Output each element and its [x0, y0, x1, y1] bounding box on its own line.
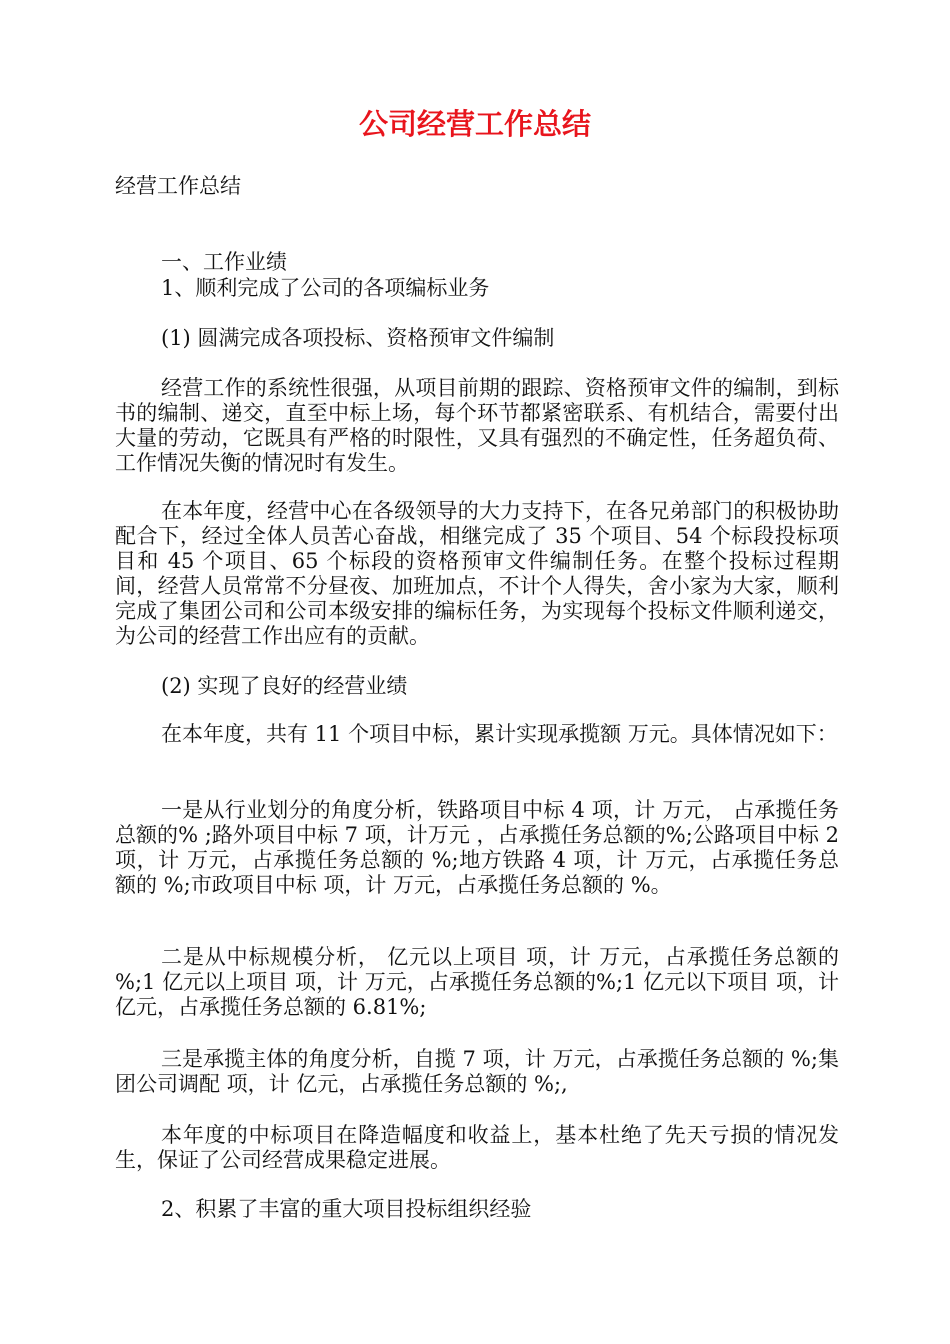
sub-heading: (1) 圆满完成各项投标、资格预审文件编制: [161, 326, 555, 350]
paragraph: 本年度的中标项目在降造幅度和收益上，基本杜绝了先天亏损的情况发生，保证了公司经营成果稳定进展。: [115, 1123, 839, 1172]
paragraph: 一是从行业划分的角度分析，铁路项目中标 4 项，计 万元， 占承揽任务总额的% ;路外项目中标 7 项，计万元 ，占承揽任务总额的%;公路项目中标 2 项，计 万元，占承揽任务总额的 %;地方铁路 4 项，计 万元，占承揽任务总额的 %;市政项目中标 项，计 万元，占承揽任务总额的 %。: [115, 798, 839, 897]
sub-heading: (2) 实现了良好的经营业绩: [161, 674, 408, 698]
paragraph: 经营工作的系统性很强，从项目前期的跟踪、资格预审文件的编制，到标书的编制、递交，直至中标上场，每个环节都紧密联系、有机结合，需要付出大量的劳动，它既具有严格的时限性，又具有强烈的不确定性，任务超负荷、工作情况失衡的情况时有发生。: [115, 376, 839, 475]
document-subtitle: 经营工作总结: [115, 174, 241, 198]
paragraph: 三是承揽主体的角度分析，自揽 7 项，计 万元，占承揽任务总额的 %;集团公司调配 项，计 亿元，占承揽任务总额的 %;,: [115, 1047, 839, 1096]
paragraph: 二是从中标规模分析， 亿元以上项目 项，计 万元，占承揽任务总额的 %;1 亿元以上项目 项，计 万元，占承揽任务总额的%;1 亿元以下项目 项，计 亿元，占承揽任务总额的 6.81%;: [115, 945, 839, 1019]
item-heading: 1、顺利完成了公司的各项编标业务: [161, 276, 490, 300]
paragraph: 在本年度，共有 11 个项目中标，累计实现承揽额 万元。具体情况如下：: [161, 722, 838, 746]
document-title: 公司经营工作总结: [358, 107, 591, 141]
paragraph: 在本年度，经营中心在各级领导的大力支持下，在各兄弟部门的积极协助配合下，经过全体人员苦心奋战，相继完成了 35 个项目、54 个标段投标项目和 45 个项目、65 个标段的资格预审文件编制任务。在整个投标过程期间，经营人员常常不分昼夜、加班加点，不计个人得失，舍小家为大家，顺利完成了集团公司和公司本级安排的编标任务，为实现每个投标文件顺利递交，为公司的经营工作出应有的贡献。: [115, 499, 839, 648]
section-heading: 一、工作业绩: [161, 250, 287, 274]
item-heading: 2、积累了丰富的重大项目投标组织经验: [161, 1197, 532, 1221]
